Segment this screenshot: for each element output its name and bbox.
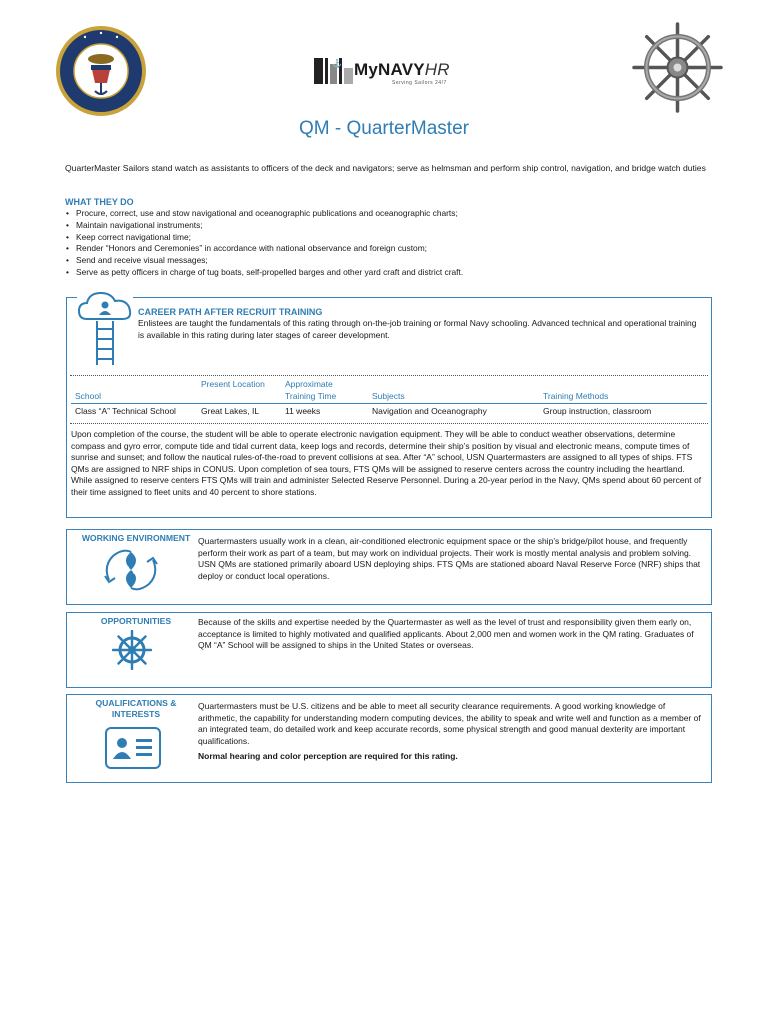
table-cell: Group instruction, classroom [543,406,652,416]
qualifications-heading [73,698,199,720]
list-item: • Procure, correct, use and stow navigational and oceanographic publications and oceanographic charts; [76,208,716,220]
table-header-location: Present Location [201,379,265,389]
svg-text:⚓: ⚓ [332,59,342,68]
career-path-text: Enlistees are taught the fundamentals of this rating through on-the-job training or formal Navy schooling. Advanced technical and operational training is available in this rating during later stages of career development. [138,318,697,340]
career-path-section [66,297,712,518]
table-cell: Great Lakes, IL [201,406,260,416]
what-they-do-heading: WHAT THEY DO [65,197,134,207]
table-cell: Class “A” Technical School [75,406,176,416]
list-item: • Render “Honors and Ceremonies” in accordance with national observance and foreign custom; [76,243,716,255]
table-rule [71,403,707,404]
working-environment-text: Quartermasters usually work in a clean, air-conditioned electronic equipment space or the ship’s bridge/pilot house, and frequently perform their work as part of a team, but may work on individual projects. Their work is mostly mental analysis and problem solving. USN QMs are stationed primarily aboard USN deploying ships. FTS QMs are stationed aboard Naval Reserve Force (NRF) ships that deploy or conduct local operations. [198,536,701,581]
career-path-heading: CAREER PATH AFTER RECRUIT TRAINING [138,307,323,317]
qualifications-heading-line1: QUALIFICATIONS & [95,698,177,708]
list-item: • Maintain navigational instruments; [76,220,716,232]
career-path-body: Upon completion of the course, the student will be able to operate electronic navigation equipment. They will be able to conduct weather observations, determine compass and gyro error, compute tide and tidal current data, keep logs and records, determine their ship’s position by visual and electronic means, compute times of sunrise and sunset; and follow the nautical rules-of-the-road to prevent collisions at sea. After “A” school, USN Quartermasters are assigned to all types of ships. FTS QMs are assigned to NRF ships in CONUS. Upon completion of sea tours, FTS QMs will be assigned to reserve centers across the country including the heartland. While assigned to reserve centers FTS QMs will train and administer Selected Reserve Personnel. During a 20-year period in the Navy, QMs spend about 60 percent of their time assigned to fleet units and 40 percent to shore stations. [71,429,702,497]
table-header-subjects: Subjects [372,391,405,401]
list-item: • Keep correct navigational time; [76,232,716,244]
list-item: • Send and receive visual messages; [76,255,716,267]
intro-paragraph: QuarterMaster Sailors stand watch as assistants to officers of the deck and navigators; serve as helmsman and perform ship control, navigation, and bridge watch duties [65,163,706,173]
id-card-icon [105,727,161,769]
opportunities-heading: OPPORTUNITIES [100,616,172,626]
mynavyhr-tagline: Serving Sailors 24/7 [392,80,447,86]
working-environment-heading: WORKING ENVIRONMENT [81,533,191,543]
qualifications-section [66,694,712,783]
table-header-training-methods: Training Methods [543,391,609,401]
qualifications-text: Quartermasters must be U.S. citizens and be able to meet all security clearance requirements. A good working knowledge of arithmetic, the capability for understanding modern computing devices, the ability to speak and write well and function as a member of an integrated team, do detailed work and keep accurate records, some physical strength and good manual dexterity are important qualifications. [198,701,701,746]
navy-recruiting-seal-logo [55,25,147,117]
working-environment-section [66,529,712,605]
ship-wheel-logo [630,20,725,115]
table-header-school: School [75,391,101,401]
opportunities-text: Because of the skills and expertise needed by the Quartermaster as well as the level of trust and responsibility given them early on, acceptance is limited to highly motivated and qualified applicants. About 2,000 men and women work in the QM rating. Graduates of QM “A” School will be assigned to ships in the United States or overseas. [198,617,694,651]
qualifications-content [198,701,706,763]
divider [70,423,708,424]
list-item: • Serve as petty officers in charge of tug boats, self-propelled barges and other yard craft and district craft. [76,267,716,279]
mynavy-wordmark: MyNAVY [354,60,425,79]
duties-list [65,208,716,279]
table-cell: Navigation and Oceanography [372,406,487,416]
table-cell: 11 weeks [285,406,321,416]
divider [70,375,708,376]
mynavyhr-logo [312,52,482,92]
qualifications-heading-line2: INTERESTS [111,709,161,719]
page-title: QM - QuarterMaster [299,118,469,139]
teamwork-icon [103,546,159,594]
mynavyhr-emblem-icon [314,54,354,88]
hr-wordmark: HR [424,60,450,79]
cloud-ladder-icon [77,285,133,365]
opportunities-section [66,612,712,688]
ship-wheel-icon [112,630,152,670]
qualifications-requirement: Normal hearing and color perception are required for this rating. [198,751,458,762]
table-header-training-time: Approximate Training Time [285,379,337,401]
